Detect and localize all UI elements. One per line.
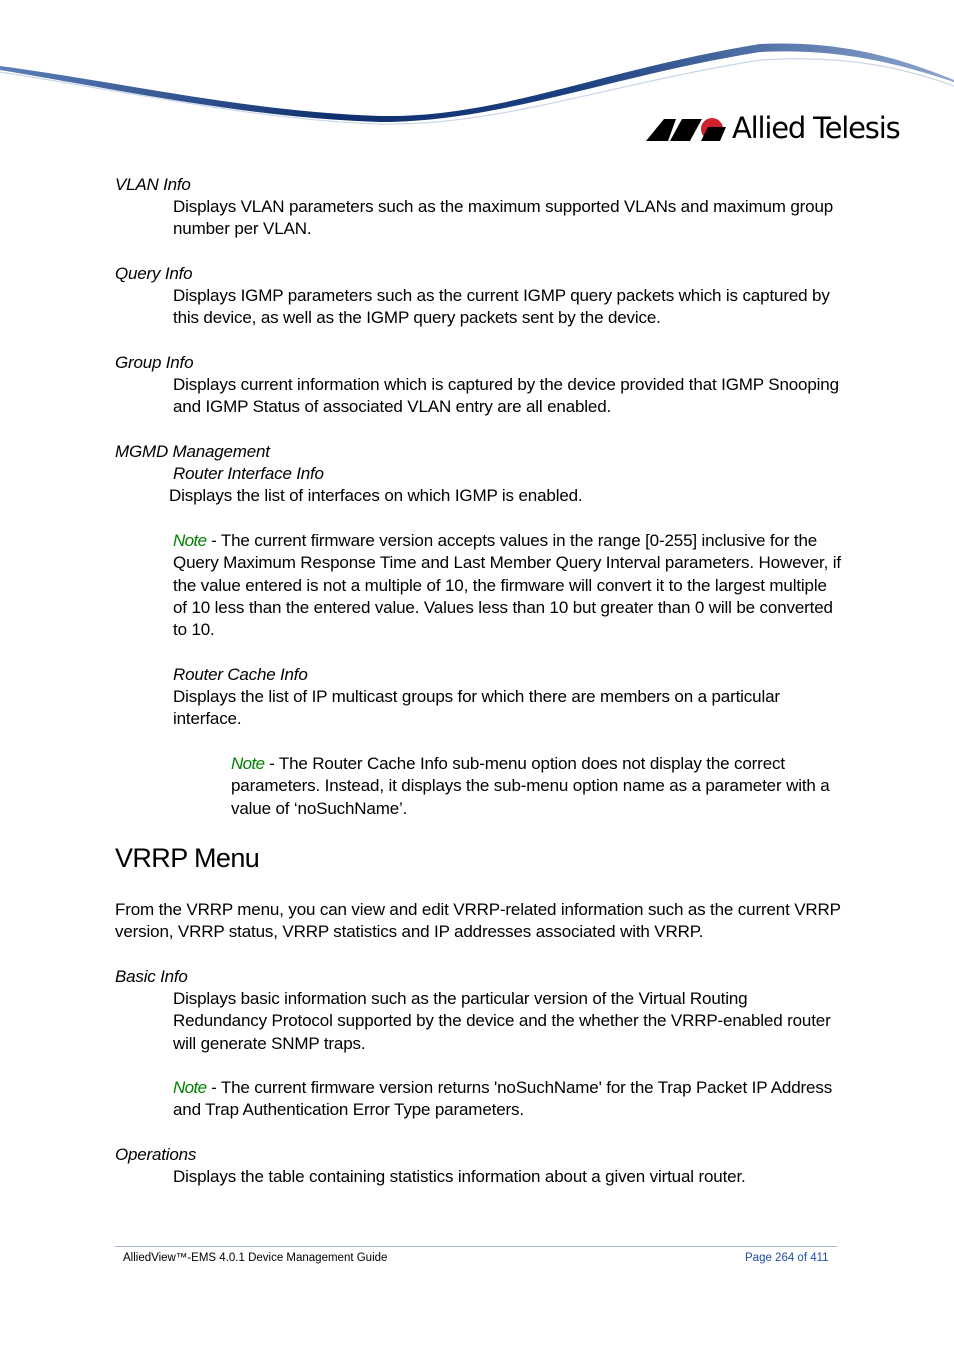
desc-router-interface-info: Displays the list of interfaces on which IGMP is enabled. bbox=[169, 486, 583, 505]
note-router-interface bbox=[173, 530, 843, 641]
term-query-info: Query Info bbox=[115, 264, 193, 283]
desc-vlan-info: Displays VLAN parameters such as the maximum supported VLANs and maximum group number per VLAN. bbox=[173, 197, 834, 239]
desc-query-info: Displays IGMP parameters such as the current IGMP query packets which is captured by this device, as well as the IGMP query packets sent by the device. bbox=[173, 286, 830, 328]
term-group-info: Group Info bbox=[115, 353, 194, 372]
term-mgmd-management: MGMD Management bbox=[115, 442, 270, 461]
logo-text: Allied Telesis bbox=[732, 110, 900, 145]
allied-telesis-logo bbox=[646, 108, 906, 148]
desc-router-cache-info: Displays the list of IP multicast groups for which there are members on a particular interface. bbox=[173, 687, 780, 729]
term-basic-info: Basic Info bbox=[115, 967, 188, 986]
vrrp-intro-paragraph: From the VRRP menu, you can view and edit VRRP-related information such as the current VRRP version, VRRP status, VRRP statistics and IP addresses associated with VRRP. bbox=[115, 900, 841, 942]
desc-basic-info: Displays basic information such as the particular version of the Virtual Routing Redundancy Protocol supported by the device and the whether the VRRP-enabled router will generate SNMP traps. bbox=[173, 989, 831, 1053]
allied-telesis-logo-mark-icon bbox=[646, 113, 726, 143]
term-vlan-info: VLAN Info bbox=[115, 175, 191, 194]
section-heading-vrrp-menu: VRRP Menu bbox=[115, 843, 260, 873]
term-router-interface-info: Router Interface Info bbox=[173, 464, 324, 483]
note-label: Note bbox=[173, 1078, 207, 1097]
note-text: - The current firmware version accepts values in the range [0-255] inclusive for the Query Maximum Response Time and Last Member Query Interval parameters. However, if the value entered is not a multiple of 10, the firmware will convert it to the largest multiple of 10 less than the entered value. Values less than 10 but greater than 0 will be converted to 10. bbox=[173, 531, 841, 640]
note-label: Note bbox=[231, 754, 265, 773]
desc-group-info: Displays current information which is captured by the device provided that IGMP Snooping and IGMP Status of associated VLAN entry are all enabled. bbox=[173, 375, 839, 417]
desc-operations: Displays the table containing statistics information about a given virtual router. bbox=[173, 1167, 746, 1186]
footer-document-title: AlliedView™-EMS 4.0.1 Device Management Guide bbox=[123, 1252, 388, 1264]
note-text: - The current firmware version returns 'noSuchName' for the Trap Packet IP Address and Trap Authentication Error Type parameters. bbox=[173, 1078, 833, 1120]
term-operations: Operations bbox=[115, 1145, 197, 1164]
note-text: - The Router Cache Info sub-menu option does not display the correct parameters. Instead, it displays the sub-menu option name as a parameter with a value of ‘noSuchName’. bbox=[231, 754, 830, 818]
note-router-cache bbox=[231, 753, 841, 820]
term-router-cache-info: Router Cache Info bbox=[173, 665, 308, 684]
footer-divider bbox=[115, 1246, 837, 1247]
note-basic-info bbox=[173, 1077, 843, 1122]
footer-page-number: Page 264 of 411 bbox=[745, 1252, 829, 1264]
note-label: Note bbox=[173, 531, 207, 550]
